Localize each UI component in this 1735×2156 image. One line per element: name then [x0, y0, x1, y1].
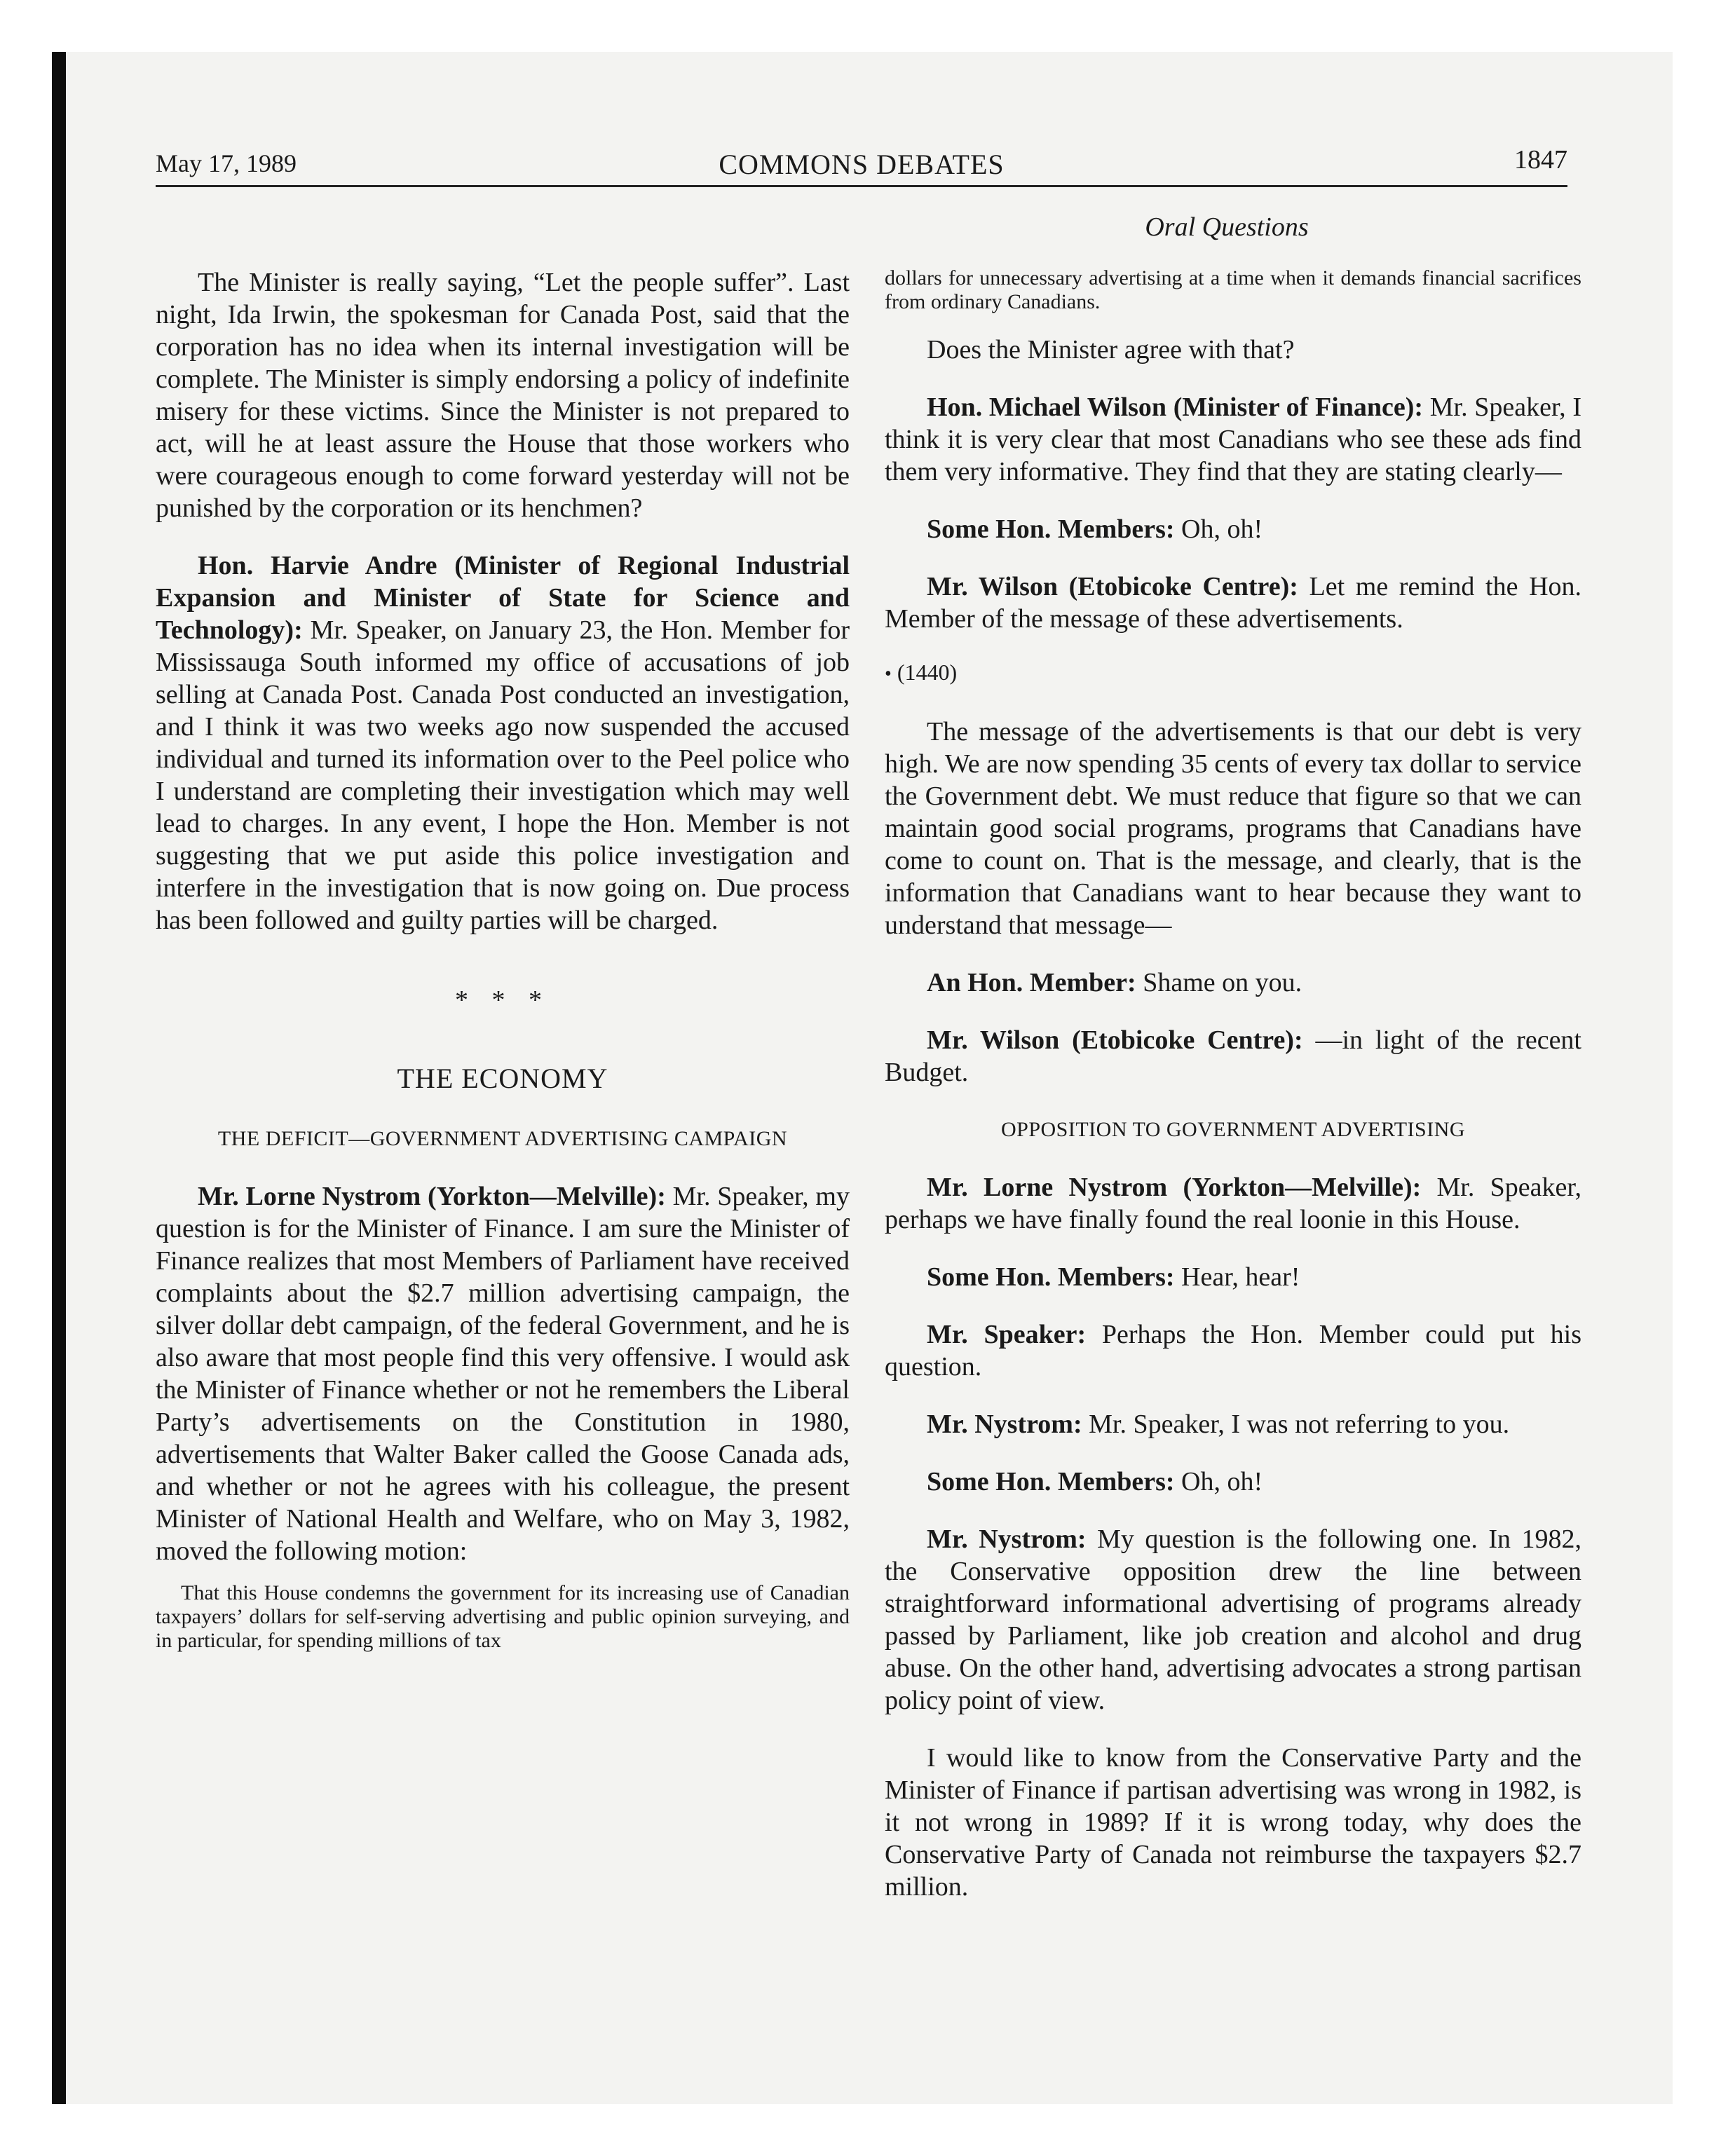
speaker-name: Some Hon. Members: [927, 514, 1175, 544]
speech-paragraph [885, 513, 1581, 545]
speaker-name: Some Hon. Members: [927, 1262, 1175, 1292]
speech-paragraph [885, 1318, 1581, 1383]
speech-text: Mr. Speaker, I think it is very clear that most Canadians who see these ads find them very informative. They find that they are stating clearly— [885, 393, 1581, 486]
speech-paragraph [885, 571, 1581, 635]
speech-text: —in light of the recent Budget. [885, 1025, 1581, 1087]
section-heading: THE ECONOMY [397, 1063, 608, 1094]
speech-text: Hear, hear! [1174, 1262, 1300, 1292]
speech-text: Mr. Speaker, I was not referring to you. [1082, 1410, 1510, 1439]
paragraph: Does the Minister agree with that? [927, 335, 1295, 364]
speech-text: Let me remind the Hon. Member of the message of these advertisements. [885, 572, 1582, 634]
speech-paragraph [885, 1024, 1581, 1089]
speech-paragraph [885, 1466, 1581, 1498]
speech-text: Mr. Speaker, my question is for the Minister of Finance. I am sure the Minister of Finance realizes that most Members of Parliament have received complaints about the $2.7 million advertising campaign, the silver dollar debt campaign, of the federal Government, and he is also aware that most people find this very offensive. I would ask the Minister of Finance whether or not he remembers the Liberal Party’s advertisements on the Constitution in 1980, advertisements that Walter Baker called the Goose Canada ads, and whether or not he agrees with his colleague, the present Minister of National Health and Welfare, who on May 3, 1982, moved the following motion: [156, 1182, 850, 1566]
speaker-name: An Hon. Member: [927, 968, 1136, 997]
right-column [885, 266, 1581, 1903]
speaker-name: Hon. Michael Wilson (Minister of Finance): [927, 393, 1424, 422]
speaker-name: Mr. Speaker: [927, 1320, 1087, 1349]
section-title: Oral Questions [1145, 212, 1309, 242]
speech-paragraph [885, 1408, 1581, 1440]
bullet-icon: • [885, 663, 892, 685]
speech-paragraph [885, 1261, 1581, 1293]
speech-paragraph [156, 550, 850, 936]
speech-paragraph [885, 1523, 1581, 1717]
speech-paragraph [885, 391, 1581, 488]
speaker-name: Mr. Lorne Nystrom (Yorkton—Melville): [198, 1182, 666, 1211]
speech-paragraph [885, 1171, 1581, 1236]
speech-text: My question is the following one. In 1982, the Conservative opposition drew the line between straightforward informational advertising of programs already passed by Parliament, like job creation and alcohol and drug abuse. On the other hand, advertising advocates a strong partisan policy point of view. [885, 1524, 1581, 1715]
scan-binding-edge [52, 52, 66, 2104]
header-date: May 17, 1989 [156, 149, 297, 177]
speech-text: Oh, oh! [1174, 1467, 1263, 1496]
speech-text: Mr. Speaker, on January 23, the Hon. Member for Mississauga South informed my office of accusations of job selling at Canada Post. Canada Post conducted an investigation, and I think it was two weeks ago now suspended the accused individual and turned its information over to the Peel police who I understand are completing their investigation which may well lead to charges. In any event, I hope the Hon. Member is not suggesting that we put aside this police investigation and interfere in the investigation that is now going on. Due process has been followed and guilty parties will be charged. [156, 615, 850, 935]
section-separator: * * * [455, 985, 550, 1015]
speech-paragraph [156, 1180, 850, 1567]
speech-text: Oh, oh! [1174, 514, 1263, 544]
left-column [156, 266, 850, 1653]
time-stamp-text: (1440) [897, 660, 958, 685]
speaker-name: Some Hon. Members: [927, 1467, 1175, 1496]
speaker-name: Mr. Wilson (Etobicoke Centre): [927, 1025, 1303, 1055]
header-title: COMMONS DEBATES [719, 149, 1005, 180]
speaker-name: Mr. Nystrom: [927, 1410, 1082, 1439]
speaker-name: Mr. Nystrom: [927, 1524, 1087, 1554]
paragraph: I would like to know from the Conservative Party and the Minister of Finance if partisan advertising was wrong in 1982, is it not wrong in 1989? If it is wrong today, why does the Conservative Party of Canada not reimburse the taxpayers $2.7 million. [885, 1743, 1581, 1902]
subsection-heading: OPPOSITION TO GOVERNMENT ADVERTISING [1000, 1118, 1466, 1141]
speech-text: Perhaps the Hon. Member could put his question. [885, 1320, 1582, 1381]
speech-paragraph [885, 967, 1581, 999]
speaker-name: Mr. Lorne Nystrom (Yorkton—Melville): [927, 1173, 1422, 1202]
subsection-heading: THE DEFICIT—GOVERNMENT ADVERTISING CAMPAIGN [217, 1127, 788, 1150]
speech-text: Shame on you. [1136, 968, 1302, 997]
quoted-motion-continued: dollars for unnecessary advertising at a time when it demands financial sacrifices from ordinary Canadians. [885, 266, 1581, 313]
page-header [156, 140, 1567, 187]
speaker-name: Hon. Harvie Andre (Minister of Regional Industrial Expansion and Minister of State for Science and Technology): [156, 551, 850, 645]
paragraph: The message of the advertisements is that our debt is very high. We are now spending 35 cents of every tax dollar to service the Government debt. We must reduce that figure so that we can maintain good social programs, programs that Canadians have come to count on. That is the message, and clearly, that is the information that Canadians want to hear because they want to understand that message— [885, 717, 1581, 940]
speech-text: Mr. Speaker, perhaps we have finally found the real loonie in this House. [885, 1173, 1581, 1234]
time-stamp [885, 656, 1581, 690]
header-page-number: 1847 [1514, 145, 1567, 175]
quoted-motion: That this House condemns the government for its increasing use of Canadian taxpayers’ dollars for self-serving advertising and public opinion surveying, and in particular, for spending millions of tax [156, 1581, 850, 1652]
speaker-name: Mr. Wilson (Etobicoke Centre): [927, 572, 1298, 601]
paragraph: The Minister is really saying, “Let the people suffer”. Last night, Ida Irwin, the spokesman for Canada Post, said that the corporation has no idea when its internal investigation will be complete. The Minister is simply endorsing a policy of indefinite misery for these victims. Since the Minister is not prepared to act, will he at least assure the House that those workers who were courageous enough to come forward yesterday will not be punished by the corporation or its henchmen? [156, 268, 850, 523]
